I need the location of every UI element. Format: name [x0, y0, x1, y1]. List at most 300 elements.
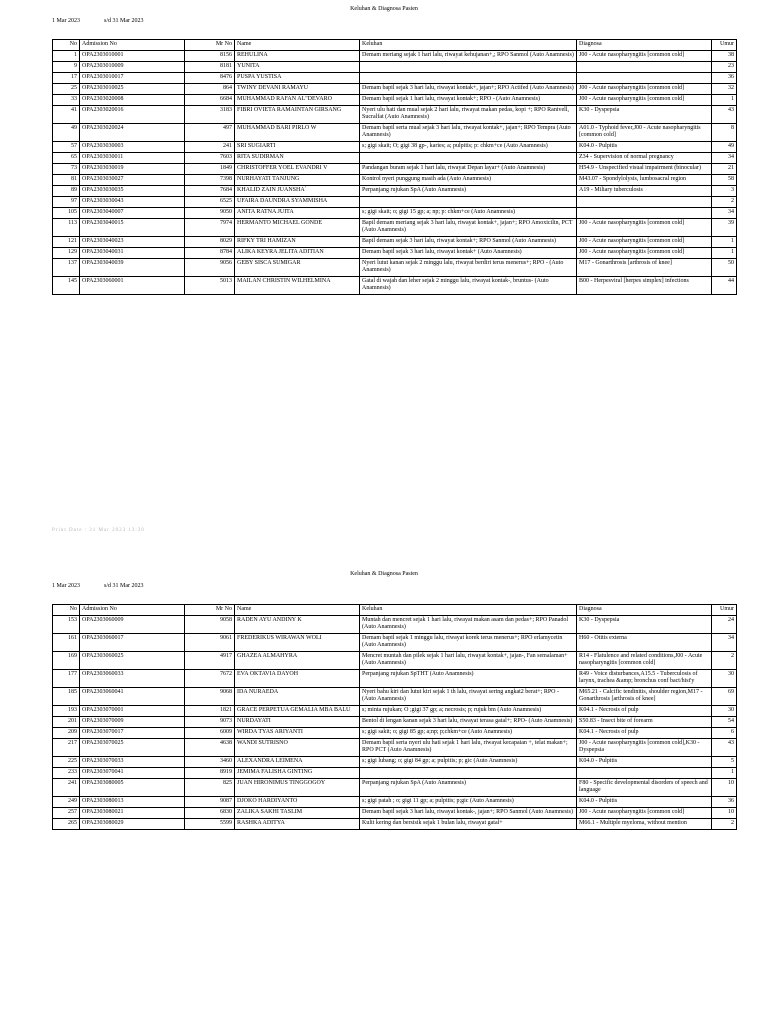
row-number: 89 [53, 186, 80, 197]
mr-number: 6009 [185, 728, 235, 739]
row-number: 201 [53, 717, 80, 728]
admission-number: OPA2303030035 [80, 186, 185, 197]
age: 1 [712, 768, 737, 779]
diagnosis: S50.83 - Insect bite of forearm [577, 717, 712, 728]
row-number: 1 [53, 51, 80, 62]
mr-number: 9068 [185, 688, 235, 706]
admission-number: OPA2303030011 [80, 153, 185, 164]
admission-number: OPA2303080005 [80, 779, 185, 797]
admission-number: OPA2303040007 [80, 208, 185, 219]
complaint: Mencret muntah dan pilek sejak 1 hari lalu, riwayat kontak+, jajan-, Fan semalaman+ (Auto Anamnesis) [360, 652, 577, 670]
age: 8 [712, 124, 737, 142]
complaint [360, 197, 577, 208]
complaint: Gatal di wajah dan leher sejak 2 minggu lalu, riwayat kontak-, bruntus- (Auto Anamnesis) [360, 277, 577, 295]
age: 10 [712, 808, 737, 819]
age: 58 [712, 175, 737, 186]
age: 6 [712, 728, 737, 739]
report-title: Keluhan & Diagnosa Pasien [350, 6, 418, 12]
mr-number: 8919 [185, 768, 235, 779]
admission-number: OPA2303060017 [80, 634, 185, 652]
patient-name: NURHAYATI TANJUNG [235, 175, 360, 186]
mr-number: 497 [185, 124, 235, 142]
row-number: 161 [53, 634, 80, 652]
report-page-2 [0, 565, 768, 1024]
age: 36 [712, 797, 737, 808]
table-row [53, 634, 737, 652]
complaint: Demam bapil serta mual sejak 3 hari lalu, riwayat kontak+, jajan+; RPO Tempra (Auto Anamnesis) [360, 124, 577, 142]
patient-name: TWINY DEVANI RAMAYU [235, 84, 360, 95]
table-row [53, 670, 737, 688]
diagnosis: K04.0 - Pulpitis [577, 142, 712, 153]
patient-name: IDA NURAEDA [235, 688, 360, 706]
mr-number: 7672 [185, 670, 235, 688]
row-number: 137 [53, 259, 80, 277]
complaint: Demam bapil sejak 3 hari lalu, riwayat kontak-, jajan+; RPO Sanmol (Auto Anamnesis) [360, 808, 577, 819]
complaint: Demam bapil serta nyeri ulu hati sejak 1 hari lalu, riwayat kecapaian +, telat makan+; RPO PCT (Auto Anamnesis) [360, 739, 577, 757]
row-number: 121 [53, 237, 80, 248]
period-to: s/d 31 Mar 2023 [104, 583, 144, 589]
table-row [53, 51, 737, 62]
admission-number: OPA2303060009 [80, 616, 185, 634]
print-date: Print Date : 31 Mar 2023 13:30 [52, 528, 145, 533]
row-number: 241 [53, 779, 80, 797]
row-number: 265 [53, 819, 80, 830]
table-row [53, 768, 737, 779]
diagnosis: K30 - Dyspepsia [577, 616, 712, 634]
row-number: 65 [53, 153, 80, 164]
patient-name: JEMIMA FALISHA GINTING [235, 768, 360, 779]
complaint: s; gigi skait; o; gigi 15 gp; a; np; p: chkm+ce (Auto Anamnesis) [360, 208, 577, 219]
mr-number: 241 [185, 142, 235, 153]
table-row [53, 106, 737, 124]
diagnosis: K30 - Dyspepsia [577, 106, 712, 124]
diagnosis [577, 768, 712, 779]
admission-number: OPA2303030003 [80, 142, 185, 153]
complaint: Demam bapil sejak 3 hari lalu, riwayat kontak+, jajan+; RPO Actifed (Auto Anamnesis) [360, 84, 577, 95]
row-number: 41 [53, 106, 80, 124]
admission-number: OPA2303070009 [80, 717, 185, 728]
complaint: Nyeri ulu hati dan mual sejak 2 hari lalu, riwayat makan pedas, kopi +; RPO Ranivell, Sucralfat (Auto Anamnesis) [360, 106, 577, 124]
admission-number: OPA2303020024 [80, 124, 185, 142]
diagnosis: J00 - Acute nasopharyngitis [common cold],K30 - Dyspepsia [577, 739, 712, 757]
admission-number: OPA2303070001 [80, 706, 185, 717]
diagnosis [577, 197, 712, 208]
diagnosis: B00 - Herpesviral [herpes simplex] infections [577, 277, 712, 295]
admission-number: OPA2303040031 [80, 248, 185, 259]
header-col-admission-no: Admission No [80, 605, 185, 616]
diagnosis [577, 62, 712, 73]
header-col-keluhan: Keluhan [360, 40, 577, 51]
admission-number: OPA2303070025 [80, 739, 185, 757]
row-number: 9 [53, 62, 80, 73]
table-row [53, 277, 737, 295]
mr-number: 3460 [185, 757, 235, 768]
patient-name: UFAIRA DAUNDRA SYAMMISHA [235, 197, 360, 208]
diagnosis: R49 - Voice disturbances,A15.5 - Tuberculosis of larynx, trachea &amp; bronchus conf bact/hist'y [577, 670, 712, 688]
mr-number: 8181 [185, 62, 235, 73]
row-number: 225 [53, 757, 80, 768]
mr-number: 8029 [185, 237, 235, 248]
complaint: Demam bapil sejak 1 minggu lalu, riwayat korek terus menerus+; RPO erlamycetin (Auto Anamnesis) [360, 634, 577, 652]
patient-name: MUHAMMAD RAFAN AL"DEVARO [235, 95, 360, 106]
diagnosis: K04.0 - Pulpitis [577, 757, 712, 768]
row-number: 209 [53, 728, 80, 739]
mr-number: 6830 [185, 808, 235, 819]
patient-name: RIFKY TRI HAMIZAN [235, 237, 360, 248]
row-number: 73 [53, 164, 80, 175]
age: 44 [712, 277, 737, 295]
table-row [53, 706, 737, 717]
row-number: 233 [53, 768, 80, 779]
complaint [360, 153, 577, 164]
complaint: s; gigi patah ; o; gigi 11 gp; a; pulpitis; p;gic (Auto Anamnesis) [360, 797, 577, 808]
age: 21 [712, 164, 737, 175]
table-row [53, 124, 737, 142]
period-to: s/d 31 Mar 2023 [104, 18, 144, 24]
admission-number: OPA2303070033 [80, 757, 185, 768]
row-number: 57 [53, 142, 80, 153]
admission-number: OPA2303080013 [80, 797, 185, 808]
diagnosis: R14 - Flatulence and related conditions,J00 - Acute nasopharyngitis [common cold] [577, 652, 712, 670]
age: 10 [712, 779, 737, 797]
diagnosis: J00 - Acute nasopharyngitis [common cold] [577, 808, 712, 819]
patient-name: CHRISTOFFER YOEL EVANDRI V [235, 164, 360, 175]
patient-name: ANITA RATNA JUITA [235, 208, 360, 219]
admission-number: OPA2303080021 [80, 808, 185, 819]
patient-name: RADEN AYU ANDINY K [235, 616, 360, 634]
age: 23 [712, 62, 737, 73]
header-col-no: No [53, 40, 80, 51]
admission-number: OPA2303040039 [80, 259, 185, 277]
admission-number: OPA2303060001 [80, 277, 185, 295]
age: 1 [712, 95, 737, 106]
complaint: Bapil demam sejak 3 hari lalu, riwayat kontak+; RPO Sanmol (Auto Anamnesis) [360, 237, 577, 248]
table-row [53, 95, 737, 106]
mr-number: 7974 [185, 219, 235, 237]
patient-name: GRACE PERPETUA GEMALIA MBA BALU [235, 706, 360, 717]
row-number: 177 [53, 670, 80, 688]
mr-number: 8156 [185, 51, 235, 62]
diagnosis: K04.1 - Necrosis of pulp [577, 728, 712, 739]
complaint: Perpanjang rujukan SpA (Auto Anamnesis) [360, 779, 577, 797]
age: 30 [712, 670, 737, 688]
diagnosis: J00 - Acute nasopharyngitis [common cold] [577, 84, 712, 95]
table-body [53, 51, 737, 295]
mr-number: 9087 [185, 797, 235, 808]
complaint: s; gigi sakit; o; gigi 85 gp; a;np; p;chkm+ce (Auto Anamnesis) [360, 728, 577, 739]
complaint: Nyeri bahu kiri dan lutut kiri sejak 1 th lalu, riwayat sering angkat2 berat+; RPO - (Auto Anamnesis) [360, 688, 577, 706]
admission-number: OPA2303020016 [80, 106, 185, 124]
diagnosis: H54.9 - Unspecified visual impairment (binocular) [577, 164, 712, 175]
mr-number: 9056 [185, 259, 235, 277]
row-number: 193 [53, 706, 80, 717]
header-col-admission-no: Admission No [80, 40, 185, 51]
patient-name: MUHAMMAD BARI PIRLO W [235, 124, 360, 142]
diagnosis: M43.07 - Spondylolysis, lumbosacral region [577, 175, 712, 186]
mr-number: 4638 [185, 739, 235, 757]
header-col-mr-no: Mr No [185, 605, 235, 616]
patient-name: GHAZEA ALMAHYRA [235, 652, 360, 670]
admission-number: OPA2303060033 [80, 670, 185, 688]
table-row [53, 73, 737, 84]
table-row [53, 175, 737, 186]
table-row [53, 62, 737, 73]
patient-name: PUSPA YUSTISA [235, 73, 360, 84]
admission-number: OPA2303040023 [80, 237, 185, 248]
table-body [53, 616, 737, 830]
complaint: s; gigi skait; O; gigi 38 gp-, karies; a; pulpitis; p: chkm+ce (Auto Anamnesis) [360, 142, 577, 153]
row-number: 25 [53, 84, 80, 95]
mr-number: 864 [185, 84, 235, 95]
patient-name: SRI SUGIARTI [235, 142, 360, 153]
age: 30 [712, 706, 737, 717]
age: 54 [712, 717, 737, 728]
table-row [53, 208, 737, 219]
table-header-row [53, 605, 737, 616]
diagnosis: A19 - Miliary tuberculosis [577, 186, 712, 197]
row-number: 105 [53, 208, 80, 219]
table-row [53, 237, 737, 248]
table-row [53, 819, 737, 830]
diagnosis: F80 - Specific developmental disorders of speech and language [577, 779, 712, 797]
complaint: Perpanjang rujukan SpTHT (Auto Anamnesis) [360, 670, 577, 688]
age: 1 [712, 237, 737, 248]
row-number: 145 [53, 277, 80, 295]
table-row [53, 797, 737, 808]
period-from: 1 Mar 2023 [52, 18, 80, 24]
table-row [53, 717, 737, 728]
table-row [53, 757, 737, 768]
report-period [52, 583, 144, 589]
table-row [53, 164, 737, 175]
patient-name: HERMANTO MICHAEL GONDE [235, 219, 360, 237]
table-row [53, 142, 737, 153]
admission-number: OPA2303010017 [80, 73, 185, 84]
complaint [360, 768, 577, 779]
header-col-name: Name [235, 40, 360, 51]
admission-number: OPA2303010025 [80, 84, 185, 95]
mr-number: 5013 [185, 277, 235, 295]
age: 39 [712, 219, 737, 237]
row-number: 185 [53, 688, 80, 706]
table-row [53, 652, 737, 670]
table-row [53, 248, 737, 259]
table-row [53, 259, 737, 277]
complaint [360, 73, 577, 84]
age: 34 [712, 208, 737, 219]
age: 3 [712, 186, 737, 197]
table-row [53, 616, 737, 634]
complaints-table [52, 39, 737, 295]
age: 2 [712, 652, 737, 670]
mr-number: 7603 [185, 153, 235, 164]
row-number: 81 [53, 175, 80, 186]
diagnosis: K04.1 - Necrosis of pulp [577, 706, 712, 717]
complaint: Pandangan buram sejak 1 hari lalu, riwayat Depan layar+ (Auto Anamnesis) [360, 164, 577, 175]
patient-name: MAILAN CHRISTIN WILHELMINA [235, 277, 360, 295]
age: 36 [712, 73, 737, 84]
row-number: 17 [53, 73, 80, 84]
age: 43 [712, 106, 737, 124]
age: 49 [712, 142, 737, 153]
header-col-diagnosa: Diagnosa [577, 40, 712, 51]
patient-name: EVA OKTAVIA DAYOH [235, 670, 360, 688]
row-number: 153 [53, 616, 80, 634]
age: 2 [712, 819, 737, 830]
age: 1 [712, 248, 737, 259]
complaint: s; gigi lubang; o; gigi 84 gp; a; pulpitis; p; gic (Auto Anamnesis) [360, 757, 577, 768]
header-col-keluhan: Keluhan [360, 605, 577, 616]
patient-name: GEBY SISCA SUMIGAR [235, 259, 360, 277]
complaint: Perpanjang rujukan SpA (Auto Anamnesis) [360, 186, 577, 197]
complaint: Nyeri lutut kanan sejak 2 minggu lalu, riwayat berdiri terus menerus+; RPO - (Auto Anamnesis) [360, 259, 577, 277]
patient-name: KHALID ZAIN JUANSHA` [235, 186, 360, 197]
age: 50 [712, 259, 737, 277]
mr-number: 6684 [185, 95, 235, 106]
admission-number: OPA2303010009 [80, 62, 185, 73]
admission-number: OPA2303020008 [80, 95, 185, 106]
table-row [53, 808, 737, 819]
age: 5 [712, 757, 737, 768]
table-row [53, 728, 737, 739]
age: 2 [712, 197, 737, 208]
mr-number: 9058 [185, 616, 235, 634]
age: 32 [712, 84, 737, 95]
diagnosis: M66.1 - Multiple myeloma, without mention [577, 819, 712, 830]
patient-name: JUAN HIRONIMUS TINGGOGOY [235, 779, 360, 797]
table-row [53, 779, 737, 797]
mr-number: 1821 [185, 706, 235, 717]
patient-name: NURDAYATI [235, 717, 360, 728]
complaint: Demam bapil sejak 3 hari lalu, riwayat kontak+ (Auto Anamnesis) [360, 248, 577, 259]
admission-number: OPA2303060041 [80, 688, 185, 706]
period-from: 1 Mar 2023 [52, 583, 80, 589]
complaint: s; minta rujukan; O ;gigi 37 gp; a; necrosis; p; rujuk bm (Auto Anamnesis) [360, 706, 577, 717]
age: 34 [712, 153, 737, 164]
row-number: 113 [53, 219, 80, 237]
table-row [53, 197, 737, 208]
patient-name: FIBRI OVIETA RAMAINTAN GIRSANG [235, 106, 360, 124]
complaint [360, 62, 577, 73]
row-number: 33 [53, 95, 80, 106]
patient-name: ZALIKA SAKHI TASLIM [235, 808, 360, 819]
mr-number: 4917 [185, 652, 235, 670]
age: 34 [712, 634, 737, 652]
header-col-mr-no: Mr No [185, 40, 235, 51]
age: 24 [712, 616, 737, 634]
patient-name: REHULINA [235, 51, 360, 62]
diagnosis: H60 - Otitis externa [577, 634, 712, 652]
age: 43 [712, 739, 737, 757]
age: 69 [712, 688, 737, 706]
patient-name: FREDERIKUS WIRAWAN WOLI [235, 634, 360, 652]
mr-number: 7398 [185, 175, 235, 186]
table-row [53, 186, 737, 197]
row-number: 257 [53, 808, 80, 819]
admission-number: OPA2303030027 [80, 175, 185, 186]
diagnosis: J00 - Acute nasopharyngitis [common cold] [577, 248, 712, 259]
header-col-umur: Umur [712, 40, 737, 51]
patient-name: RASHKA ADITYA [235, 819, 360, 830]
patient-name: RITA SUDIRMAN [235, 153, 360, 164]
diagnosis: A01.0 - Typhoid fever,J00 - Acute nasopharyngitis [common cold] [577, 124, 712, 142]
diagnosis: Z34 - Supervision of normal pregnancy [577, 153, 712, 164]
table-row [53, 688, 737, 706]
table-row [53, 153, 737, 164]
admission-number: OPA2303070041 [80, 768, 185, 779]
table-row [53, 219, 737, 237]
age: 38 [712, 51, 737, 62]
diagnosis: M17 - Gonarthrosis [arthrosis of knee] [577, 259, 712, 277]
patient-name: DJOKO HARDIYANTO [235, 797, 360, 808]
diagnosis: J00 - Acute nasopharyngitis [common cold] [577, 237, 712, 248]
admission-number: OPA2303010001 [80, 51, 185, 62]
patient-name: WIRDA TYAS ARIYANTI [235, 728, 360, 739]
mr-number: 3183 [185, 106, 235, 124]
complaint: Muntah dan mencret sejak 1 hari lalu, riwayat makan asam dan pedas+; RPO Panadol (Auto Anamnesis) [360, 616, 577, 634]
mr-number: 9050 [185, 208, 235, 219]
diagnosis [577, 73, 712, 84]
admission-number: OPA2303040015 [80, 219, 185, 237]
diagnosis [577, 208, 712, 219]
complaint: Demam meriang sejak 1 hari lalu, riwayat kehujanan+,; RPO Sanmol (Auto Anamnesis) [360, 51, 577, 62]
mr-number: 825 [185, 779, 235, 797]
table-row [53, 84, 737, 95]
row-number: 249 [53, 797, 80, 808]
diagnosis: J00 - Acute nasopharyngitis [common cold] [577, 51, 712, 62]
header-col-no: No [53, 605, 80, 616]
mr-number: 1849 [185, 164, 235, 175]
patient-name: WANDI SUTRISNO [235, 739, 360, 757]
complaint: Demam bapil sejak 1 hari lalu, riwayat kontak+; RPO - (Auto Anamnesis) [360, 95, 577, 106]
complaint: Bapil demam meriang sejak 3 hari lalu, riwayat kontak+, jajan+; RPO Amoxicilin, PCT (Auto Anamnesis) [360, 219, 577, 237]
header-col-diagnosa: Diagnosa [577, 605, 712, 616]
header-col-name: Name [235, 605, 360, 616]
table-header-row [53, 40, 737, 51]
mr-number: 8476 [185, 73, 235, 84]
mr-number: 9061 [185, 634, 235, 652]
header-col-umur: Umur [712, 605, 737, 616]
row-number: 169 [53, 652, 80, 670]
admission-number: OPA2303080029 [80, 819, 185, 830]
mr-number: 5599 [185, 819, 235, 830]
patient-name: YUNITA [235, 62, 360, 73]
report-period [52, 18, 144, 24]
row-number: 217 [53, 739, 80, 757]
mr-number: 8784 [185, 248, 235, 259]
patient-name: ALIKA KEYRA JELITA ADITIAN [235, 248, 360, 259]
mr-number: 6525 [185, 197, 235, 208]
admission-number: OPA2303070017 [80, 728, 185, 739]
admission-number: OPA2303060025 [80, 652, 185, 670]
complaint: Kontrol nyeri punggung masih ada (Auto Anamnesis) [360, 175, 577, 186]
diagnosis: J00 - Acute nasopharyngitis [common cold] [577, 95, 712, 106]
diagnosis: M65.21 - Calcific tendinitis, shoulder region,M17 - Gonarthrosis [arthrosis of knee] [577, 688, 712, 706]
mr-number: 9073 [185, 717, 235, 728]
diagnosis: J00 - Acute nasopharyngitis [common cold] [577, 219, 712, 237]
diagnosis: K04.0 - Pulpitis [577, 797, 712, 808]
table-row [53, 739, 737, 757]
row-number: 97 [53, 197, 80, 208]
admission-number: OPA2303030043 [80, 197, 185, 208]
complaints-table [52, 604, 737, 830]
patient-name: ALEXANDRA LEIMENA [235, 757, 360, 768]
complaint: Kulit kering dan bersisik sejak 1 bulan lalu, riwayat gatal+ [360, 819, 577, 830]
admission-number: OPA2303030019 [80, 164, 185, 175]
report-title: Keluhan & Diagnosa Pasien [350, 571, 418, 577]
row-number: 49 [53, 124, 80, 142]
complaint: Bentol di lengan kanan sejak 3 hari lalu, riwayat terasa gatal+; RPO- (Auto Anamnesis) [360, 717, 577, 728]
